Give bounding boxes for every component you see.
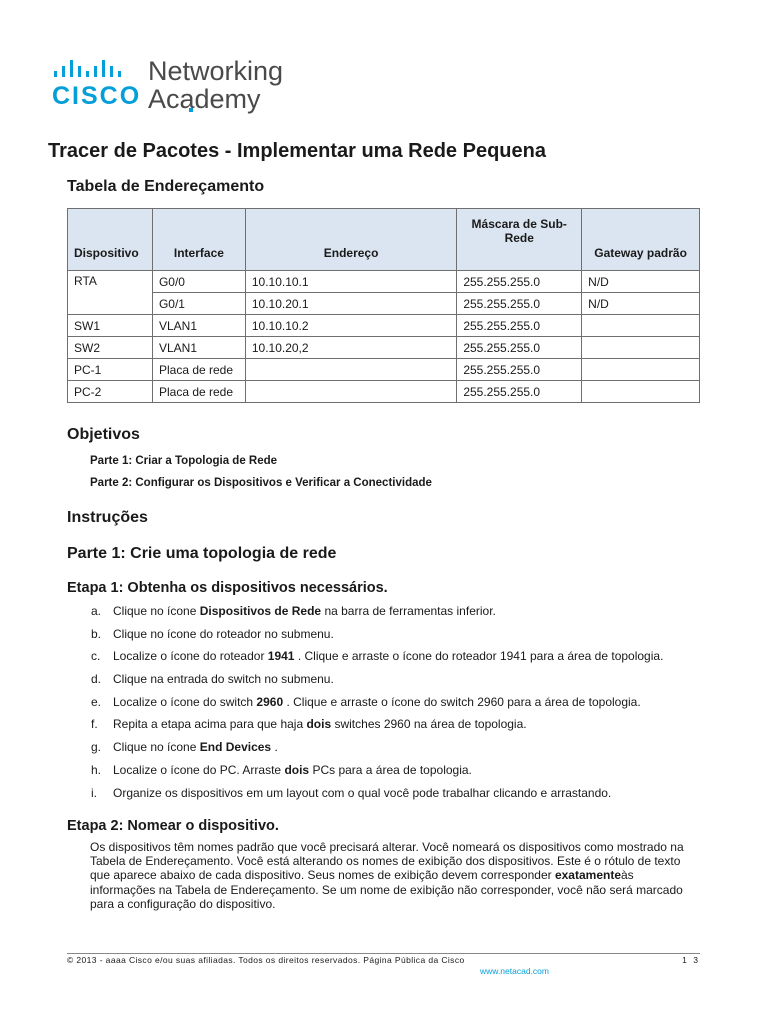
item-text: . Clique e arraste o ícone do switch 2960 para a área de topologia.	[283, 694, 641, 709]
cell-gateway	[582, 315, 700, 337]
table-row	[68, 359, 700, 381]
item-text: Localize o ícone do roteador	[113, 649, 268, 664]
cell-device: PC-1	[68, 359, 153, 381]
cell-interface: G0/1	[152, 293, 245, 315]
table-header-row	[68, 209, 700, 271]
logo-networking: Networking	[148, 56, 284, 86]
cell-interface: G0/0	[152, 271, 245, 293]
addressing-table-heading: Tabela de Endereçamento	[67, 178, 265, 195]
cell-mask: 255.255.255.0	[457, 293, 582, 315]
para-bold: exatamente	[554, 868, 621, 883]
objective-item: Parte 2: Configurar os Dispositivos e Verificar a Conectividade	[90, 477, 432, 489]
item-text: Clique na entrada do switch no submenu.	[113, 672, 334, 687]
cell-mask: 255.255.255.0	[457, 359, 582, 381]
cell-mask: 255.255.255.0	[457, 271, 582, 293]
item-text: Clique no ícone do roteador no submenu.	[113, 626, 334, 641]
cell-mask: 255.255.255.0	[457, 381, 582, 403]
item-text: switches 2960 na área de topologia.	[331, 717, 527, 732]
cell-gateway: N/D	[582, 293, 700, 315]
step2-heading: Etapa 2: Nomear o dispositivo.	[67, 818, 279, 834]
cell-gateway: N/D	[582, 271, 700, 293]
cell-device: SW2	[68, 337, 153, 359]
list-item	[85, 717, 705, 740]
item-bold: 1941	[267, 649, 295, 664]
item-bold: Dispositivos de Rede	[199, 604, 322, 618]
list-marker: i.	[91, 785, 97, 800]
item-bold: dois	[284, 762, 310, 777]
cell-mask: 255.255.255.0	[457, 337, 582, 359]
table-row	[68, 315, 700, 337]
list-item	[85, 649, 705, 672]
cell-mask: 255.255.255.0	[457, 315, 582, 337]
header-mask: Máscara de Sub-Rede	[457, 209, 582, 271]
cell-interface: Placa de rede	[152, 359, 245, 381]
list-marker: d.	[91, 672, 102, 687]
cell-device: RTA	[68, 271, 153, 315]
item-bold: End Devices	[199, 740, 272, 755]
item-text: Clique no ícone	[113, 604, 200, 618]
list-marker: e.	[91, 694, 102, 709]
step1-list	[85, 604, 705, 808]
item-bold: dois	[306, 717, 332, 732]
list-item	[85, 627, 705, 650]
table-row	[68, 293, 700, 315]
list-item	[85, 763, 705, 786]
list-item	[85, 672, 705, 695]
list-marker: f.	[91, 717, 98, 732]
objective-item: Parte 1: Criar a Topologia de Rede	[90, 455, 278, 467]
header-interface: Interface	[152, 209, 245, 271]
para-text: Os dispositivos têm nomes padrão que você precisará alterar. Você nomeará os dispositivos como mostrado na Tabela de Endereçamento. Você está alterando os nomes de exibição dos dispositivos. Este é o rótulo de texto que aparece abaixo de cada dispositivo. Seus nomes de exibição devem corresponder	[90, 840, 684, 883]
cell-device: PC-2	[68, 381, 153, 403]
list-marker: b.	[91, 626, 102, 641]
list-item	[85, 695, 705, 718]
cell-gateway	[582, 381, 700, 403]
list-marker: g.	[91, 740, 102, 755]
document-title: Tracer de Pacotes - Implementar uma Rede Pequena	[48, 140, 546, 162]
list-item	[85, 604, 705, 627]
item-text: . Clique e arraste o ícone do roteador 1941 para a área de topologia.	[294, 649, 664, 664]
para-text: às informações na Tabela de Endereçamento. Se um nome de exibição não corresponder, você não será marcado para a configuração do dispositivo.	[90, 868, 683, 911]
page-number: 1 3	[682, 955, 700, 965]
addressing-table	[67, 208, 700, 403]
cell-address	[245, 359, 456, 381]
item-text: na barra de ferramentas inferior.	[321, 604, 496, 618]
cell-address: 10.10.20.1	[245, 293, 456, 315]
footer-url-link[interactable]: www.netacad.com	[480, 966, 549, 976]
cell-gateway	[582, 337, 700, 359]
item-text: Localize o ícone do switch	[113, 694, 257, 709]
objectives-heading: Objetivos	[67, 426, 140, 443]
header-address: Endereço	[245, 209, 456, 271]
cisco-networking-academy-logo	[52, 58, 312, 118]
item-text: PCs para a área de topologia.	[309, 762, 472, 777]
cell-address: 10.10.20,2	[245, 337, 456, 359]
item-text: Organize os dispositivos em um layout com o qual você pode trabalhar clicando e arrastando.	[113, 785, 612, 800]
list-item	[85, 786, 705, 809]
item-text: Repita a etapa acima para que haja	[113, 717, 307, 732]
logo-academy: Academy	[148, 84, 261, 114]
item-text: .	[271, 740, 278, 755]
cell-address	[245, 381, 456, 403]
cisco-wordmark: CISCO	[52, 82, 142, 110]
cell-address: 10.10.10.2	[245, 315, 456, 337]
cell-address: 10.10.10.1	[245, 271, 456, 293]
cell-gateway	[582, 359, 700, 381]
cisco-bars-icon	[54, 60, 138, 82]
step1-heading: Etapa 1: Obtenha os dispositivos necessários.	[67, 580, 388, 596]
part1-heading: Parte 1: Crie uma topologia de rede	[67, 545, 337, 562]
table-row	[68, 337, 700, 359]
cell-interface: Placa de rede	[152, 381, 245, 403]
list-marker: h.	[91, 762, 102, 777]
item-text: Localize o ícone do PC. Arraste	[113, 762, 285, 777]
item-bold: 2960	[256, 694, 284, 709]
step2-paragraph	[90, 840, 700, 911]
item-text: Clique no ícone	[113, 740, 200, 755]
cell-interface: VLAN1	[152, 315, 245, 337]
header-device: Dispositivo	[68, 209, 153, 271]
list-marker: a.	[91, 604, 102, 618]
footer-divider	[67, 953, 700, 954]
list-marker: c.	[91, 649, 101, 664]
instructions-heading: Instruções	[67, 509, 148, 526]
footer-copyright: © 2013 - aaaa Cisco e/ou suas afiliadas. Todos os direitos reservados. Página Pública da Cisco	[67, 955, 465, 965]
table-row	[68, 271, 700, 293]
header-gateway: Gateway padrão	[582, 209, 700, 271]
table-row	[68, 381, 700, 403]
cell-device: SW1	[68, 315, 153, 337]
cell-interface: VLAN1	[152, 337, 245, 359]
list-item	[85, 740, 705, 763]
